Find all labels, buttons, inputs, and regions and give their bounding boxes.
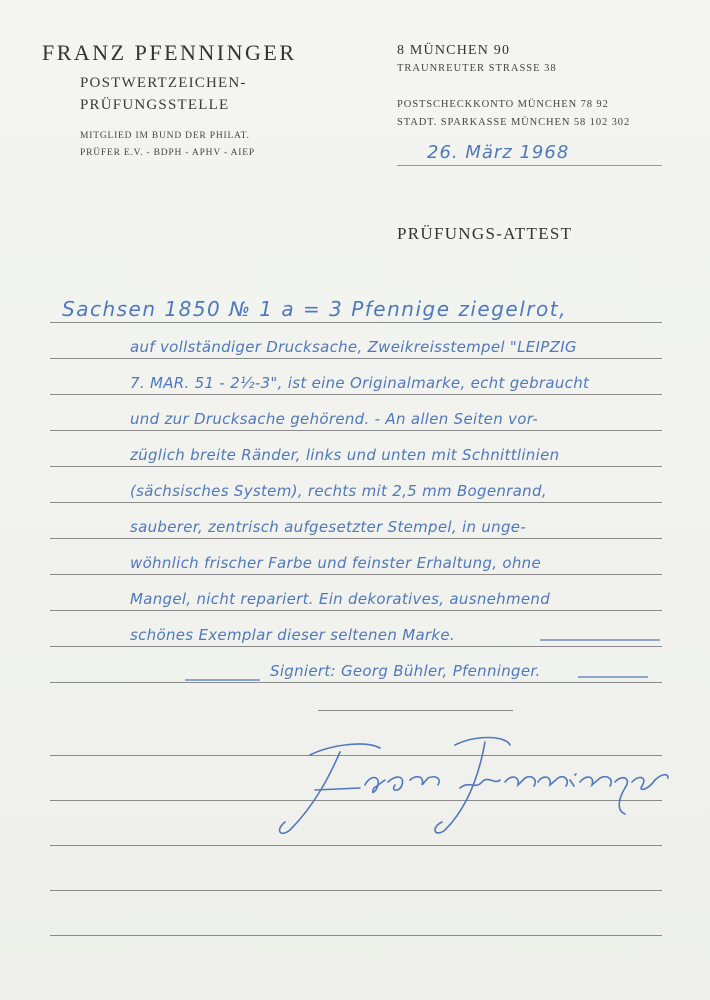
filler-stroke (185, 678, 260, 682)
ruled-line (50, 466, 662, 467)
city: 8 MÜNCHEN 90 (397, 43, 511, 58)
membership-line-2: PRÜFER E.V. - BDPH - APHV - AIEP (80, 148, 255, 158)
savings-bank-account: STADT. SPARKASSE MÜNCHEN 58 102 302 (397, 117, 631, 128)
handwritten-date: 26. März 1968 (427, 142, 570, 163)
ruled-line (50, 322, 662, 323)
filler-stroke (540, 638, 660, 642)
attest-text-line: Sachsen 1850 № 1 a = 3 Pfennige ziegelrot, (62, 297, 567, 321)
attest-text-line: Mangel, nicht repariert. Ein dekoratives, ausnehmend (130, 590, 551, 608)
membership-line-1: MITGLIED IM BUND DER PHILAT. (80, 131, 250, 141)
ruled-line (50, 935, 662, 936)
firm-subtitle-line-1: POSTWERTZEICHEN- (80, 75, 247, 91)
letterhead-left (42, 40, 362, 162)
ruled-line (50, 574, 662, 575)
date-rule (397, 165, 662, 166)
street-address: TRAUNREUTER STRASSE 38 (397, 63, 557, 74)
attest-text-line: (sächsisches System), rechts mit 2,5 mm Bogenrand, (130, 482, 547, 500)
handwritten-signature (270, 730, 670, 840)
letterhead-right (397, 42, 687, 132)
ruled-line (50, 890, 662, 891)
attest-text-line: auf vollständiger Drucksache, Zweikreisstempel "LEIPZIG (130, 338, 577, 356)
filler-stroke (578, 675, 648, 679)
attest-text-line: schönes Exemplar dieser seltenen Marke. (130, 626, 455, 644)
attest-text-line: und zur Drucksache gehörend. - An allen Seiten vor- (130, 410, 539, 428)
ruled-line (50, 358, 662, 359)
signature-rule (318, 710, 513, 711)
ruled-line (50, 394, 662, 395)
attest-text-line: sauberer, zentrisch aufgesetzter Stempel, in unge- (130, 518, 527, 536)
ruled-line (50, 682, 662, 683)
ruled-line (50, 430, 662, 431)
ruled-line (50, 646, 662, 647)
attest-text-line: züglich breite Ränder, links und unten mit Schnittlinien (130, 446, 560, 464)
postal-check-account: POSTSCHECKKONTO MÜNCHEN 78 92 (397, 99, 609, 110)
ruled-line (50, 845, 662, 846)
firm-subtitle (80, 72, 362, 116)
signed-by-line: Signiert: Georg Bühler, Pfenninger. (270, 662, 541, 680)
attest-text-line: 7. MAR. 51 - 2½-3", ist eine Originalmarke, echt gebraucht (130, 374, 590, 392)
document-title: PRÜFUNGS-ATTEST (397, 224, 573, 243)
ruled-line (50, 502, 662, 503)
attest-text-line: wöhnlich frischer Farbe und feinster Erhaltung, ohne (130, 554, 541, 572)
bank-details (397, 96, 687, 132)
ruled-line (50, 610, 662, 611)
ruled-line (50, 538, 662, 539)
firm-name: FRANZ PFENNINGER (42, 40, 297, 65)
firm-subtitle-line-2: PRÜFUNGSSTELLE (80, 97, 230, 113)
membership-info (80, 128, 362, 162)
